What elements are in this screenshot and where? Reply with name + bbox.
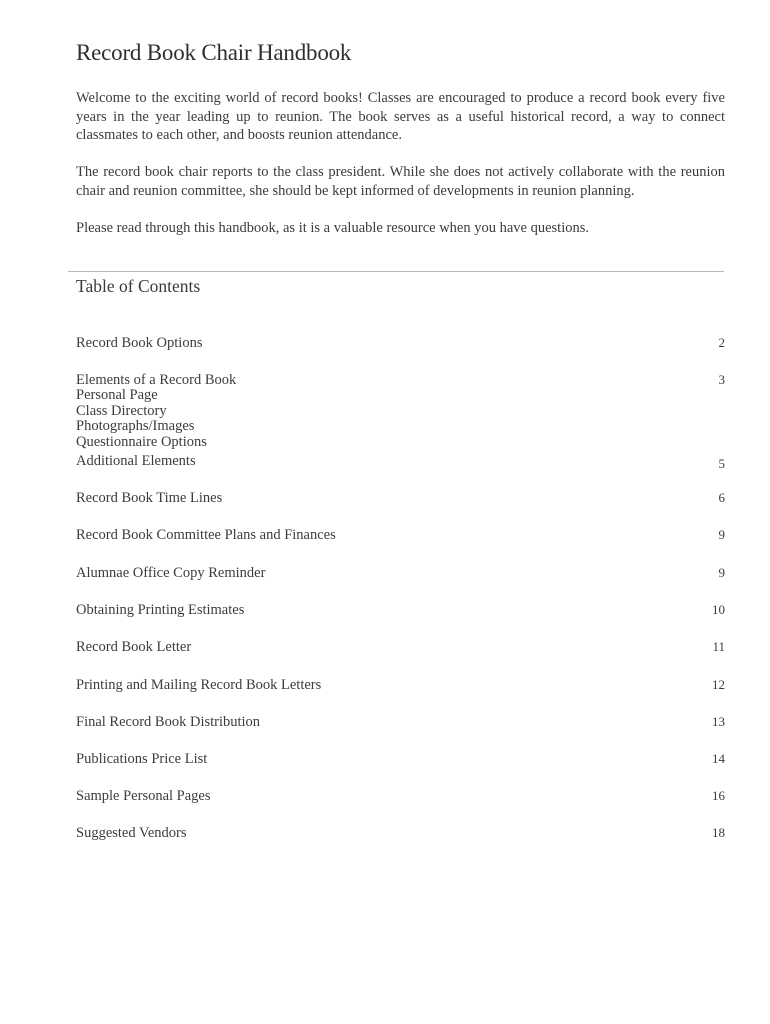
- toc-subitem-personal-page[interactable]: Personal Page: [76, 387, 158, 403]
- toc-entry-page: 9: [718, 565, 725, 580]
- toc-entry-label: Obtaining Printing Estimates: [76, 602, 245, 618]
- intro-paragraph-1: Welcome to the exciting world of record books! Classes are encouraged to produce a record book every five years in the year leading up to reunion. The book serves as a useful historical record, a way to connect classmates to each other, and boosts reunion attendance.: [76, 90, 725, 143]
- toc-entry-label: Publications Price List: [76, 751, 208, 767]
- toc-entry-label: Record Book Letter: [76, 639, 192, 655]
- toc-subitem-photographs-images[interactable]: Photographs/Images: [76, 418, 195, 434]
- toc-entry-page: 11: [712, 639, 725, 654]
- toc-entry-page: 2: [718, 335, 725, 350]
- toc-entry-label: Suggested Vendors: [76, 825, 187, 841]
- toc-entry-label: Record Book Time Lines: [76, 490, 223, 506]
- toc-entry-page: 5: [718, 456, 725, 471]
- toc-subitem-questionnaire-options[interactable]: Questionnaire Options: [76, 433, 207, 450]
- toc-entry-page: 6: [718, 490, 725, 505]
- toc-entry-page: 14: [712, 751, 725, 766]
- toc-entry-label: Alumnae Office Copy Reminder: [76, 565, 266, 581]
- toc-entry-page: 10: [712, 602, 725, 617]
- toc-entry-page: 12: [712, 677, 725, 692]
- toc-entry-page: 3: [718, 372, 725, 387]
- toc-entry-label: Elements of a Record Book: [76, 372, 237, 388]
- toc-title: Table of Contents: [76, 276, 201, 296]
- toc-entry-label: Record Book Committee Plans and Finances: [76, 527, 336, 543]
- toc-entry-page: 13: [712, 714, 725, 729]
- toc-entry-label: Final Record Book Distribution: [76, 714, 261, 730]
- intro-paragraph-2: The record book chair reports to the class president. While she does not actively collaborate with the reunion chair and reunion committee, she should be kept informed of developments in reunion planning.: [76, 164, 725, 199]
- toc-entry-label: Sample Personal Pages: [76, 788, 211, 804]
- toc-entry-page: 9: [718, 527, 725, 542]
- toc-entry-page: 16: [712, 788, 725, 803]
- intro-paragraph-3: Please read through this handbook, as it is a valuable resource when you have questions.: [76, 220, 590, 236]
- toc-entry-page: 18: [712, 825, 725, 840]
- toc-entry-label: Additional Elements: [76, 453, 196, 469]
- toc-entry-label: Record Book Options: [76, 335, 203, 351]
- section-divider: [68, 271, 724, 272]
- page-title: Record Book Chair Handbook: [76, 40, 352, 65]
- toc-entry-label: Printing and Mailing Record Book Letters: [76, 677, 322, 693]
- toc-subitem-class-directory[interactable]: Class Directory: [76, 402, 167, 419]
